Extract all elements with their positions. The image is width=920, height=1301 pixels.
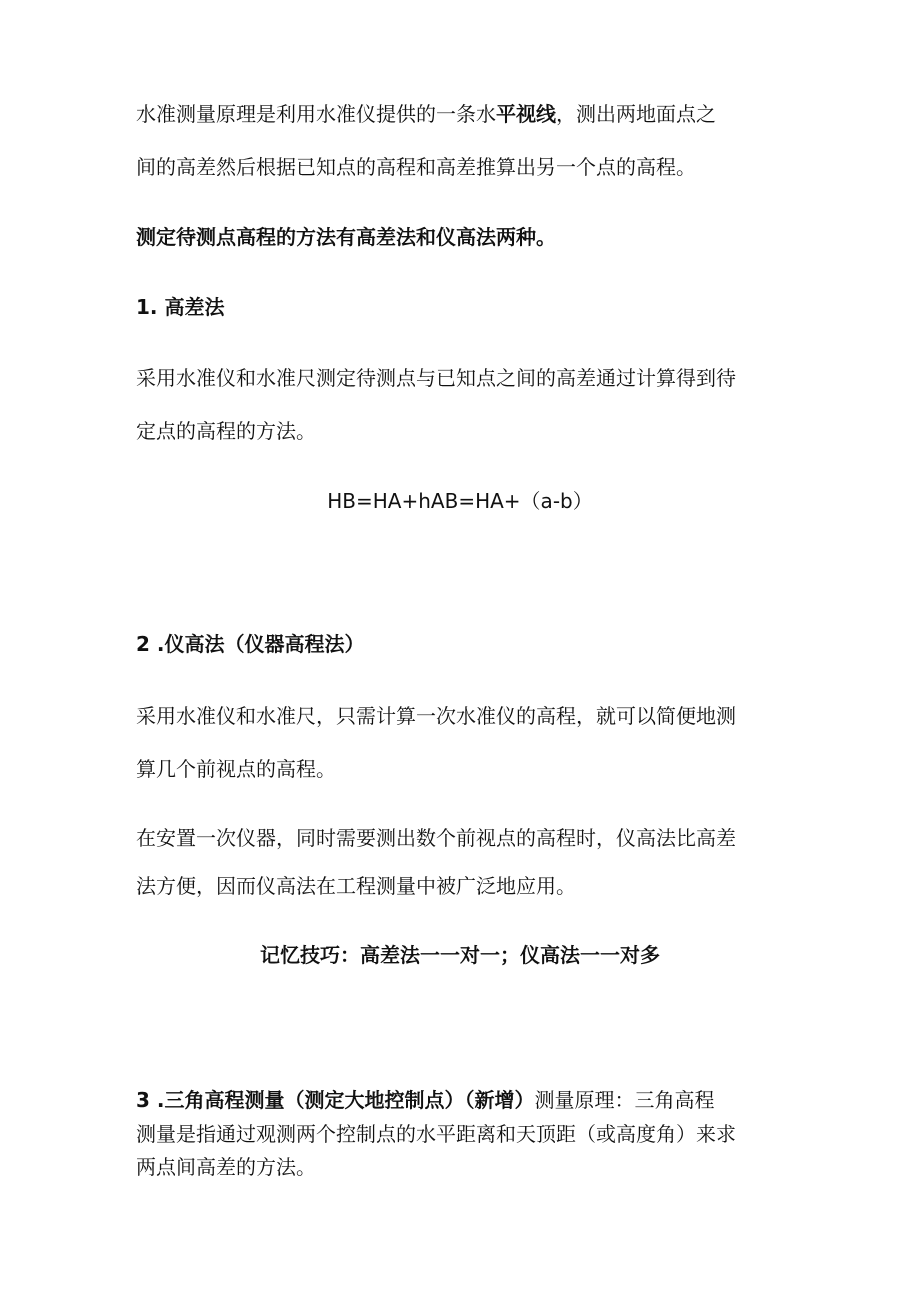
section-3-heading: 3 .三角高程测量（测定大地控制点）（新增） xyxy=(136,1088,535,1112)
section-1-heading: 1. 高差法 xyxy=(136,295,225,319)
memory-tip: 记忆技巧：高差法一一对一；仪高法一一对多 xyxy=(260,943,660,967)
principle-text-end: ，测出两地面点之 xyxy=(556,102,716,126)
principle-line-2: 间的高差然后根据已知点的高程和高差推算出另一个点的高程。 xyxy=(136,155,696,179)
section-1-desc-line-1: 采用水准仪和水准尺测定待测点与已知点之间的高差通过计算得到待 xyxy=(136,366,736,390)
section-3-principle-start: 测量原理：三角高程 xyxy=(534,1088,715,1112)
section-2-note-line-1: 在安置一次仪器，同时需要测出数个前视点的高程时，仪高法比高差 xyxy=(136,826,736,850)
methods-heading: 测定待测点高程的方法有高差法和仪高法两种。 xyxy=(136,225,556,249)
section-3-heading-line xyxy=(136,1088,714,1112)
section-2-note-line-2: 法方便，因而仪高法在工程测量中被广泛地应用。 xyxy=(136,874,576,898)
section-2-desc-line-2: 算几个前视点的高程。 xyxy=(136,757,336,781)
section-3-line-3: 两点间高差的方法。 xyxy=(136,1155,316,1179)
section-2-heading: 2 .仪高法（仪器高程法） xyxy=(136,632,365,656)
section-3-line-2: 测量是指通过观测两个控制点的水平距离和天顶距（或高度角）来求 xyxy=(136,1122,736,1146)
section-2-desc-line-1: 采用水准仪和水准尺，只需计算一次水准仪的高程，就可以简便地测 xyxy=(136,704,736,728)
principle-line-1 xyxy=(136,102,716,126)
principle-text-start: 水准测量原理是利用水准仪提供的一条水 xyxy=(136,102,496,126)
height-difference-formula: HB=HA+hAB=HA+（a-b） xyxy=(327,489,593,513)
section-1-desc-line-2: 定点的高程的方法。 xyxy=(136,419,316,443)
horizontal-line-term: 平视线 xyxy=(496,102,556,126)
